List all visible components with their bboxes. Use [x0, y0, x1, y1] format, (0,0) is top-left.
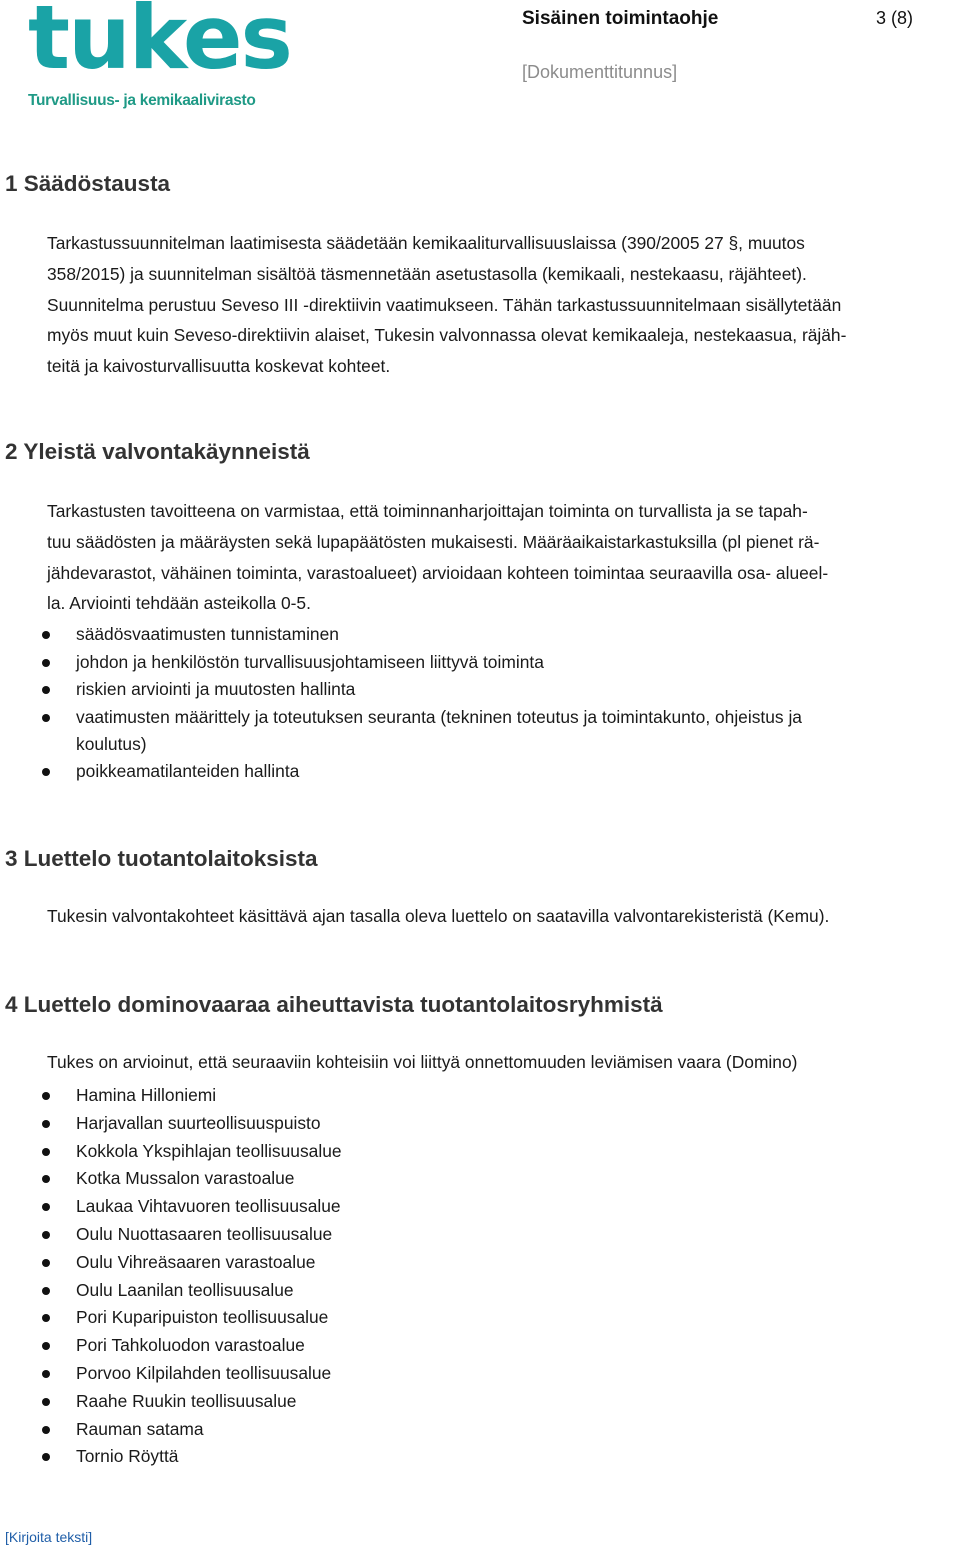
list-item [0, 1082, 960, 1110]
bullet-icon [42, 1398, 50, 1406]
section-3-text: Tukesin valvontakohteet käsittävä ajan tasalla oleva luettelo on saatavilla valvontarekisteristä (Kemu). [47, 906, 830, 926]
paragraph-line: Suunnitelma perustuu Seveso III -direktiivin vaatimukseen. Tähän tarkastussuunnitelmaan sisällytetään [47, 294, 842, 315]
site-name: Oulu Vihreäsaaren varastoalue [76, 1251, 316, 1272]
bullet-icon [42, 1426, 50, 1434]
site-name: Laukaa Vihtavuoren teollisuusalue [76, 1196, 341, 1217]
site-name: Rauman satama [76, 1418, 204, 1439]
page-number: 3 (8) [876, 8, 914, 28]
logo-wordmark: tukes [28, 0, 291, 89]
bullet-icon [42, 1453, 50, 1461]
bullet-icon [42, 1287, 50, 1295]
list-item-continuation: koulutus) [76, 733, 147, 754]
bullet-icon [42, 1314, 50, 1322]
site-name: Pori Tahkoluodon varastoalue [76, 1335, 305, 1356]
section-2-heading: 2 Yleistä valvontakäynneistä [5, 439, 310, 464]
section-2-paragraph [47, 496, 959, 619]
bullet-icon [42, 1370, 50, 1378]
list-item [0, 1249, 960, 1277]
section-3-heading: 3 Luettelo tuotantolaitoksista [5, 846, 318, 871]
paragraph-line: tuu säädösten ja määräysten sekä lupapäätösten mukaisesti. Määräaikaistarkastuksilla (pl pienet rä- [47, 531, 820, 552]
list-item [0, 1443, 960, 1471]
footer-placeholder: [Kirjoita teksti] [5, 1529, 93, 1545]
bullet-icon [42, 1342, 50, 1350]
section-1-paragraph [47, 228, 959, 382]
bullet-icon [42, 1120, 50, 1128]
site-name: Porvoo Kilpilahden teollisuusalue [76, 1362, 332, 1383]
list-item [0, 1416, 960, 1444]
domino-sites-list [0, 1082, 960, 1471]
paragraph-line: jähdevarastot, vähäinen toiminta, varastoalueet) arvioidaan kohteen toimintaa seuraavilla osa- alueel- [47, 562, 829, 583]
paragraph-line: Tarkastusten tavoitteena on varmistaa, että toiminnanharjoittajan toiminta on turvallista ja se tapah- [47, 501, 808, 521]
site-name: Harjavallan suurteollisuuspuisto [76, 1112, 321, 1133]
tukes-logo [28, 0, 291, 110]
list-item [0, 1165, 960, 1193]
logo-tagline: Turvallisuus- ja kemikaalivirasto [28, 92, 256, 109]
document-title: Sisäinen toimintaohje [522, 8, 719, 29]
list-item [0, 1277, 960, 1305]
list-item [0, 1193, 960, 1221]
paragraph-line: myös muut kuin Seveso-direktiivin alaiset, Tukesin valvonnassa olevat kemikaaleja, nestekaasua, räjäh- [47, 325, 847, 346]
list-item [0, 1388, 960, 1416]
bullet-icon [42, 1148, 50, 1156]
site-name: Pori Kuparipuiston teollisuusalue [76, 1307, 329, 1328]
list-item [0, 1110, 960, 1138]
list-item: poikkeamatilanteiden hallinta [0, 758, 960, 786]
list-item: vaatimusten määrittely ja toteutuksen seuranta (tekninen toteutus ja toimintakunto, ohjeistus ja [0, 704, 960, 731]
site-name: Oulu Laanilan teollisuusalue [76, 1279, 294, 1300]
site-name: Oulu Nuottasaaren teollisuusalue [76, 1223, 333, 1244]
bullet-icon [42, 1231, 50, 1239]
list-item: johdon ja henkilöstön turvallisuusjohtamiseen liittyvä toiminta [0, 649, 960, 677]
paragraph-line: 358/2015) ja suunnitelman sisältöä täsmennetään asetustasolla (kemikaali, nestekaasu, räjähteet). [47, 263, 807, 284]
bullet-icon [42, 1203, 50, 1211]
list-item: säädösvaatimusten tunnistaminen [0, 621, 960, 649]
section-4-intro: Tukes on arvioinut, että seuraaviin kohteisiin voi liittyä onnettomuuden leviämisen vaara (Domino) [47, 1052, 798, 1072]
paragraph-line: la. Arviointi tehdään asteikolla 0-5. [47, 593, 311, 614]
site-name: Kokkola Ykspihlajan teollisuusalue [76, 1140, 342, 1161]
section-1-heading: 1 Säädöstausta [5, 171, 171, 196]
document-id-placeholder: [Dokumenttitunnus] [522, 62, 678, 82]
site-name: Kotka Mussalon varastoalue [76, 1168, 295, 1189]
site-name: Tornio Röyttä [76, 1446, 179, 1467]
list-item [0, 1221, 960, 1249]
bullet-icon [42, 1175, 50, 1183]
list-item: riskien arviointi ja muutosten hallinta [0, 676, 960, 704]
list-item [0, 1304, 960, 1332]
list-item [0, 1360, 960, 1388]
section-4-heading: 4 Luettelo dominovaaraa aiheuttavista tuotantolaitosryhmistä [5, 992, 663, 1017]
bullet-icon [42, 1259, 50, 1267]
site-name: Hamina Hilloniemi [76, 1085, 217, 1105]
list-item [0, 1138, 960, 1166]
list-item [0, 1332, 960, 1360]
paragraph-line: teitä ja kaivosturvallisuutta koskevat kohteet. [47, 356, 391, 377]
evaluation-areas-list [0, 621, 960, 786]
bullet-icon [42, 1092, 50, 1100]
paragraph-line: Tarkastussuunnitelman laatimisesta säädetään kemikaaliturvallisuuslaissa (390/2005 27 §, muutos [47, 233, 805, 253]
site-name: Raahe Ruukin teollisuusalue [76, 1390, 297, 1411]
